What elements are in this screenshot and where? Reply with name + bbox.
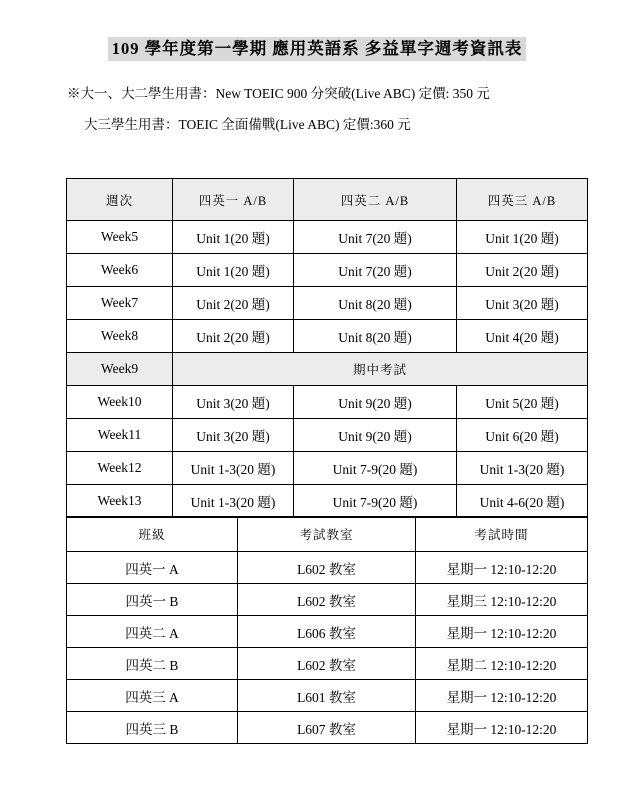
unit-cell: Unit 7(20 題) xyxy=(294,254,457,287)
week-cell: Week11 xyxy=(67,419,173,452)
week-cell: Week5 xyxy=(67,221,173,254)
unit-cell: Unit 5(20 題) xyxy=(457,386,588,419)
time-cell: 星期一 12:10-12:20 xyxy=(416,552,588,584)
class-cell: 四英二 A xyxy=(67,616,238,648)
unit-cell: Unit 3(20 題) xyxy=(173,419,294,452)
rooms-header-row xyxy=(67,517,588,552)
unit-cell: Unit 2(20 題) xyxy=(173,287,294,320)
unit-cell: Unit 1-3(20 題) xyxy=(173,452,294,485)
class-cell: 四英二 B xyxy=(67,648,238,680)
textbook-note-year1-2: ※大一、大二學生用書：New TOEIC 900 分突破(Live ABC) 定價: 350 元 xyxy=(67,86,490,101)
schedule-row xyxy=(67,419,588,452)
unit-cell: Unit 9(20 題) xyxy=(294,386,457,419)
textbook-note-year3: 大三學生用書：TOEIC 全面備戰(Live ABC) 定價:360 元 xyxy=(84,117,411,132)
midterm-row xyxy=(67,353,588,386)
week-cell: Week12 xyxy=(67,452,173,485)
rooms-row xyxy=(67,616,588,648)
unit-cell: Unit 3(20 題) xyxy=(457,287,588,320)
room-cell: L602 教室 xyxy=(238,552,416,584)
unit-cell: Unit 1-3(20 題) xyxy=(173,485,294,518)
room-cell: L601 教室 xyxy=(238,680,416,712)
unit-cell: Unit 7(20 題) xyxy=(294,221,457,254)
unit-cell: Unit 8(20 題) xyxy=(294,287,457,320)
unit-cell: Unit 1(20 題) xyxy=(173,254,294,287)
class-cell: 四英三 A xyxy=(67,680,238,712)
room-cell: L606 教室 xyxy=(238,616,416,648)
schedule-column-header: 四英二 A/B xyxy=(294,179,457,221)
class-cell: 四英三 B xyxy=(67,712,238,744)
exam-schedule-table xyxy=(66,178,588,518)
unit-cell: Unit 1-3(20 題) xyxy=(457,452,588,485)
schedule-column-header: 四英一 A/B xyxy=(173,179,294,221)
time-cell: 星期一 12:10-12:20 xyxy=(416,680,588,712)
rooms-row xyxy=(67,584,588,616)
rooms-column-header: 班級 xyxy=(67,517,238,552)
rooms-column-header: 考試教室 xyxy=(238,517,416,552)
class-cell: 四英一 A xyxy=(67,552,238,584)
schedule-column-header: 週次 xyxy=(67,179,173,221)
schedule-row xyxy=(67,254,588,287)
unit-cell: Unit 2(20 題) xyxy=(173,320,294,353)
time-cell: 星期二 12:10-12:20 xyxy=(416,648,588,680)
unit-cell: Unit 7-9(20 題) xyxy=(294,485,457,518)
unit-cell: Unit 8(20 題) xyxy=(294,320,457,353)
rooms-row xyxy=(67,648,588,680)
week-cell: Week10 xyxy=(67,386,173,419)
schedule-row xyxy=(67,221,588,254)
unit-cell: Unit 4(20 題) xyxy=(457,320,588,353)
rooms-column-header: 考試時間 xyxy=(416,517,588,552)
class-cell: 四英一 B xyxy=(67,584,238,616)
schedule-row xyxy=(67,485,588,518)
document-title: 109 學年度第一學期 應用英語系 多益單字週考資訊表 xyxy=(108,37,527,61)
unit-cell: Unit 3(20 題) xyxy=(173,386,294,419)
rooms-row xyxy=(67,552,588,584)
schedule-header-row xyxy=(67,179,588,221)
midterm-label: 期中考試 xyxy=(173,353,588,386)
unit-cell: Unit 1(20 題) xyxy=(173,221,294,254)
room-cell: L602 教室 xyxy=(238,648,416,680)
room-cell: L607 教室 xyxy=(238,712,416,744)
room-cell: L602 教室 xyxy=(238,584,416,616)
schedule-row xyxy=(67,320,588,353)
schedule-column-header: 四英三 A/B xyxy=(457,179,588,221)
unit-cell: Unit 7-9(20 題) xyxy=(294,452,457,485)
time-cell: 星期一 12:10-12:20 xyxy=(416,616,588,648)
schedule-row xyxy=(67,452,588,485)
time-cell: 星期一 12:10-12:20 xyxy=(416,712,588,744)
unit-cell: Unit 4-6(20 題) xyxy=(457,485,588,518)
exam-room-table xyxy=(66,516,588,744)
rooms-row xyxy=(67,680,588,712)
week-cell: Week6 xyxy=(67,254,173,287)
rooms-row xyxy=(67,712,588,744)
week-cell: Week9 xyxy=(67,353,173,386)
week-cell: Week13 xyxy=(67,485,173,518)
unit-cell: Unit 6(20 題) xyxy=(457,419,588,452)
unit-cell: Unit 9(20 題) xyxy=(294,419,457,452)
week-cell: Week8 xyxy=(67,320,173,353)
time-cell: 星期三 12:10-12:20 xyxy=(416,584,588,616)
unit-cell: Unit 2(20 題) xyxy=(457,254,588,287)
schedule-row xyxy=(67,386,588,419)
week-cell: Week7 xyxy=(67,287,173,320)
schedule-row xyxy=(67,287,588,320)
unit-cell: Unit 1(20 題) xyxy=(457,221,588,254)
